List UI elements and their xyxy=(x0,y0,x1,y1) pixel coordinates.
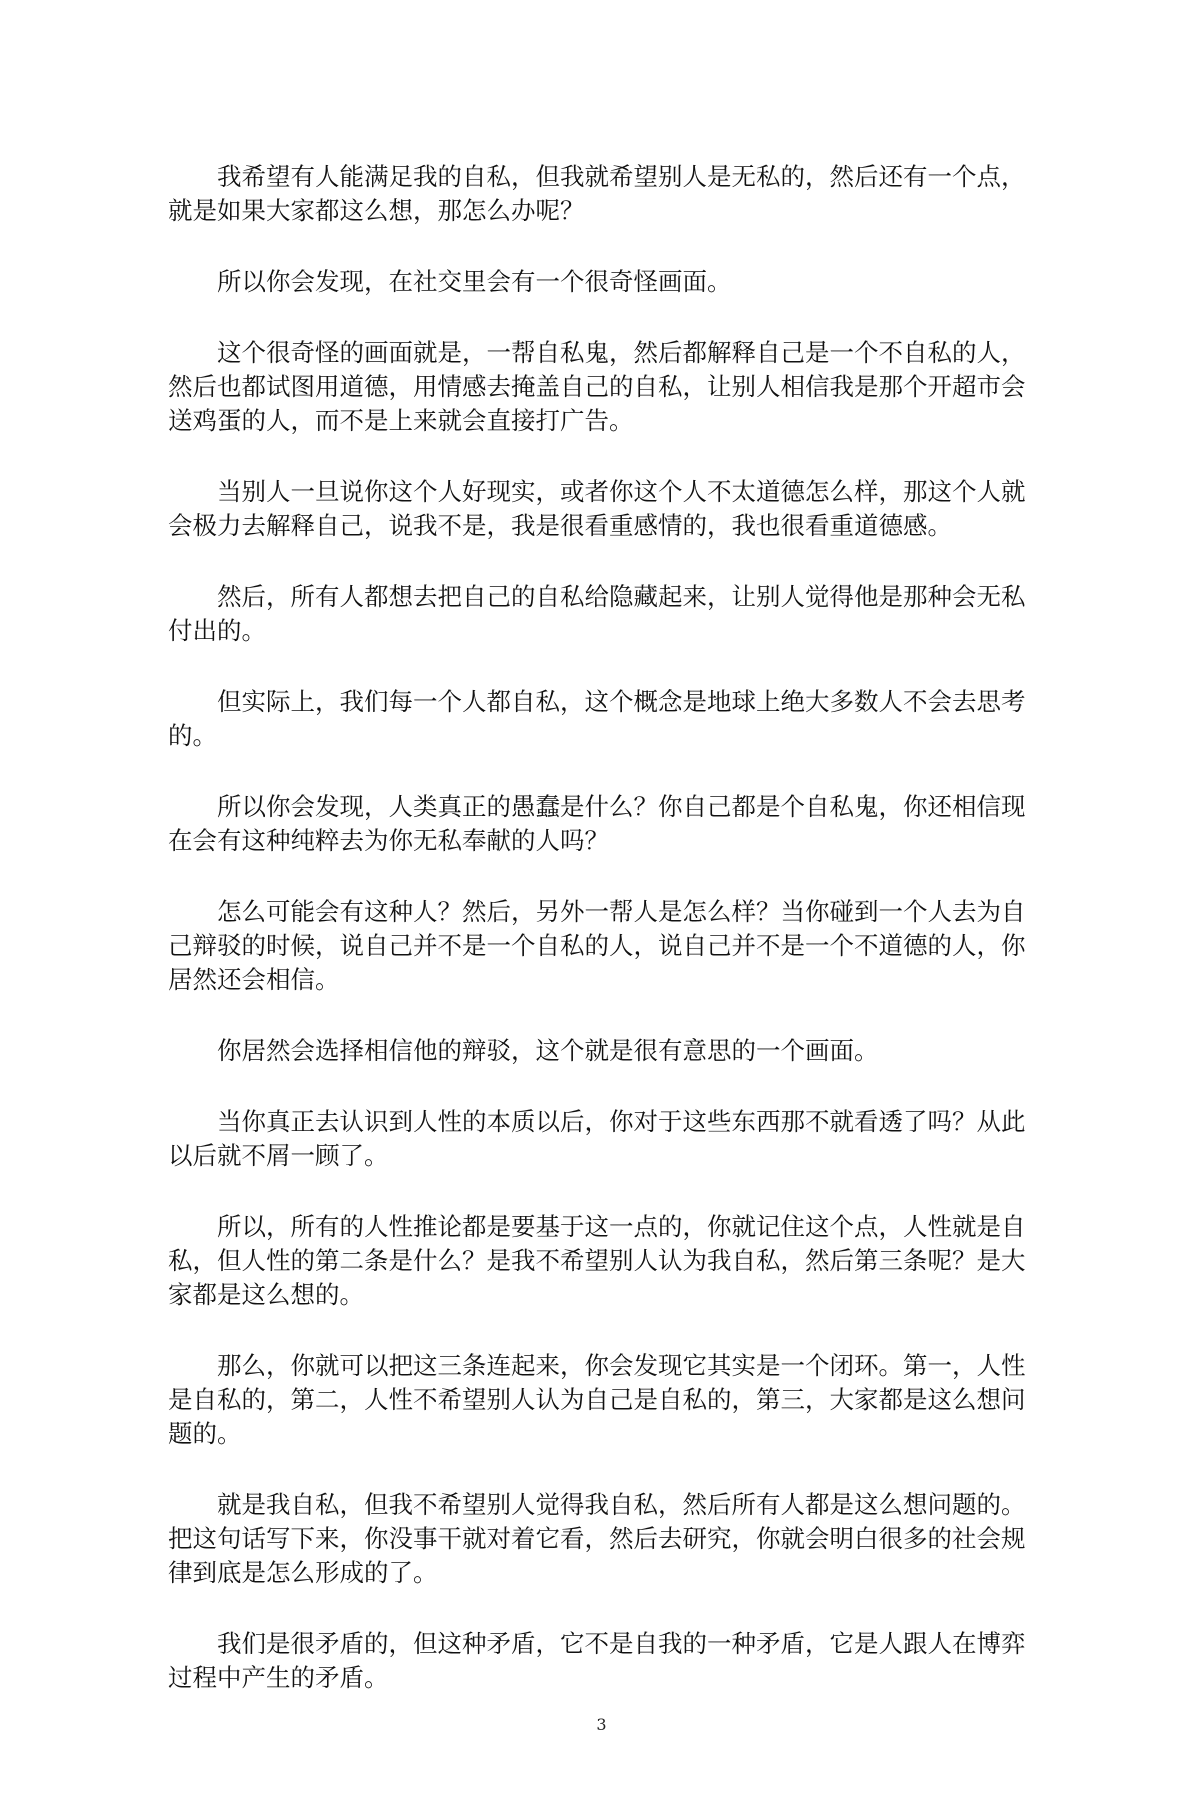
paragraph: 但实际上，我们每一个人都自私，这个概念是地球上绝大多数人不会去思考的。 xyxy=(168,687,1026,750)
paragraph: 那么，你就可以把这三条连起来，你会发现它其实是一个闭环。第一，人性是自私的，第二，人性不希望别人认为自己是自私的，第三，大家都是这么想问题的。 xyxy=(168,1351,1026,1448)
paragraph: 我们是很矛盾的，但这种矛盾，它不是自我的一种矛盾，它是人跟人在博弈过程中产生的矛盾。 xyxy=(168,1629,1026,1692)
paragraph: 所以你会发现，人类真正的愚蠢是什么？你自己都是个自私鬼，你还相信现在会有这种纯粹去为你无私奉献的人吗？ xyxy=(168,792,1026,855)
paragraph: 你居然会选择相信他的辩驳，这个就是很有意思的一个画面。 xyxy=(217,1036,879,1065)
paragraph: 就是我自私，但我不希望别人觉得我自私，然后所有人都是这么想问题的。把这句话写下来，你没事干就对着它看，然后去研究，你就会明白很多的社会规律到底是怎么形成的了。 xyxy=(168,1490,1026,1587)
paragraph: 当别人一旦说你这个人好现实，或者你这个人不太道德怎么样，那这个人就会极力去解释自己，说我不是，我是很看重感情的，我也很看重道德感。 xyxy=(168,477,1026,540)
paragraph: 所以你会发现，在社交里会有一个很奇怪画面。 xyxy=(217,267,732,296)
document-body xyxy=(168,160,1038,1732)
page-number: 3 xyxy=(596,1715,607,1734)
paragraph: 这个很奇怪的画面就是，一帮自私鬼，然后都解释自己是一个不自私的人，然后也都试图用道德，用情感去掩盖自己的自私，让别人相信我是那个开超市会送鸡蛋的人，而不是上来就会直接打广告。 xyxy=(168,338,1026,435)
paragraph: 所以，所有的人性推论都是要基于这一点的，你就记住这个点，人性就是自私，但人性的第二条是什么？是我不希望别人认为我自私，然后第三条呢？是大家都是这么想的。 xyxy=(168,1212,1026,1309)
paragraph: 当你真正去认识到人性的本质以后，你对于这些东西那不就看透了吗？从此以后就不屑一顾了。 xyxy=(168,1107,1026,1170)
paragraph: 然后，所有人都想去把自己的自私给隐藏起来，让别人觉得他是那种会无私付出的。 xyxy=(168,582,1026,645)
paragraph: 怎么可能会有这种人？然后，另外一帮人是怎么样？当你碰到一个人去为自己辩驳的时候，说自己并不是一个自私的人，说自己并不是一个不道德的人，你居然还会相信。 xyxy=(168,897,1026,994)
paragraph: 我希望有人能满足我的自私，但我就希望别人是无私的，然后还有一个点，就是如果大家都这么想，那怎么办呢？ xyxy=(168,162,1026,225)
